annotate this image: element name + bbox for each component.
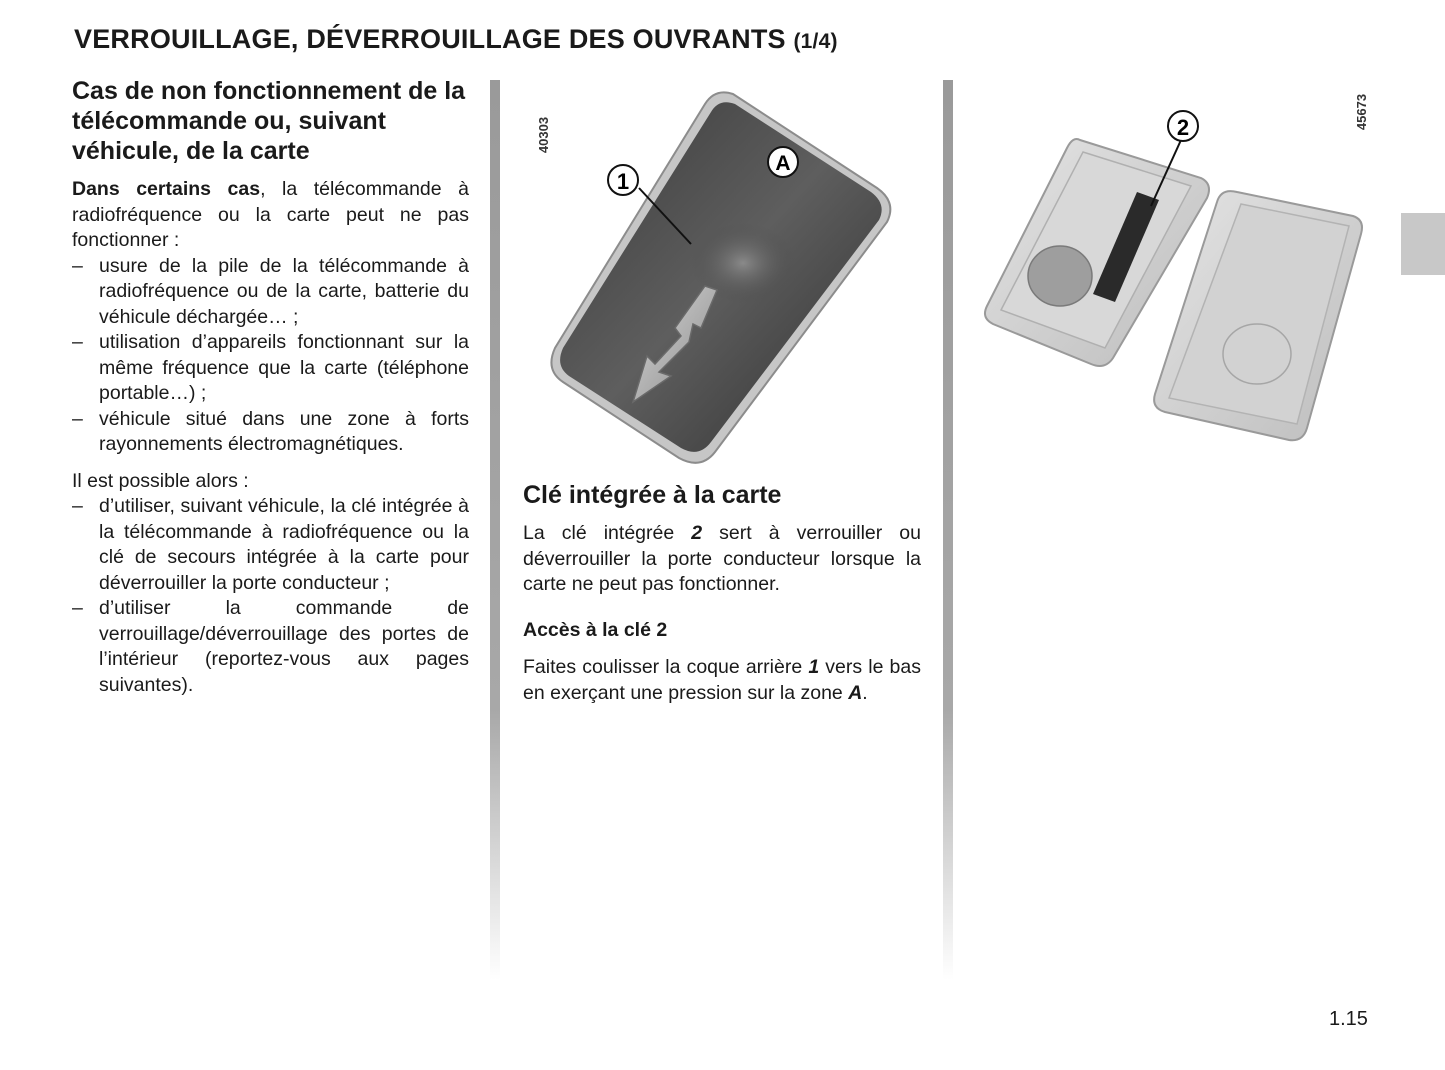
reference-a: A: [848, 681, 863, 704]
list-item-text: d’utiliser la commande de verrouillage/déverrouillage des portes de l’intérieur (reportez-vous aux pages suivantes).: [99, 597, 469, 696]
title-text: VERROUILLAGE, DÉVERROUILLAGE DES OUVRANTS: [74, 24, 786, 54]
callout-2-text: 2: [1176, 115, 1190, 140]
text-span: sert à verrouiller ou déverrouiller la porte conducteur lorsque la carte ne peut pas fonctionner.: [523, 522, 921, 595]
page-title: [74, 24, 838, 55]
reference-2: 2: [691, 522, 703, 544]
section-heading-malfunction: Cas de non fonctionnement de la télécommande ou, suivant véhicule, de la carte: [72, 77, 466, 165]
subheading-access: Accès à la clé 2: [523, 618, 668, 641]
chapter-tab: [1401, 213, 1445, 275]
text-span: La clé intégrée: [523, 522, 692, 544]
page-number: 1.15: [1329, 1008, 1368, 1030]
list-item-text: d’utiliser, suivant véhicule, la clé intégrée à la télécommande à radiofréquence ou la clé de secours intégrée à la carte pour déverrouiller la porte conducteur ;: [99, 495, 469, 594]
list-item: – d’utiliser, suivant véhicule, la clé intégrée à la télécommande à radiofréquence ou la clé de secours intégrée à la carte pour déverrouiller la porte conducteur ;: [72, 495, 469, 594]
reference-1: 1: [808, 656, 820, 678]
card-shape: [551, 92, 890, 462]
list-item: – utilisation d’appareils fonctionnant sur la même fréquence que la carte (téléphone portable…) ;: [72, 331, 469, 404]
section-heading-integrated-key: Clé intégrée à la carte: [523, 481, 782, 509]
callout-a-text: A: [775, 152, 791, 175]
column-divider: [943, 80, 953, 980]
list-item-text: usure de la pile de la télécommande à radiofréquence ou de la carte, batterie du véhicule déchargée… ;: [99, 254, 469, 328]
key-paragraph: [523, 521, 921, 598]
intro-bold: Dans certains cas: [72, 178, 261, 200]
list-item-text: véhicule situé dans une zone à forts rayonnements électromagnétiques.: [99, 407, 469, 455]
figure-code: 45673: [1354, 93, 1369, 131]
text-span: .: [862, 681, 868, 704]
intro-paragraph: [72, 177, 469, 254]
list-item: – d’utiliser la commande de verrouillage/déverrouillage des portes de l’intérieur (reportez-vous aux pages suivantes).: [72, 597, 469, 696]
intro-rest: , la télécommande à radiofréquence ou la carte peut ne pas fonctionner :: [72, 178, 469, 251]
list-item: – véhicule situé dans une zone à forts rayonnements électromagnétiques.: [72, 407, 469, 455]
callout-1-text: 1: [616, 169, 630, 194]
text-span: Faites coulisser la coque arrière: [523, 656, 809, 678]
section-malfunction: [72, 76, 469, 698]
column-divider: [490, 80, 500, 980]
title-part: (1/4): [793, 30, 838, 53]
figure-code: 40303: [536, 116, 551, 154]
access-paragraph: [523, 655, 921, 706]
possibilities-list: [72, 494, 469, 698]
section-integrated-key: [523, 480, 921, 706]
card-figure: [505, 80, 935, 470]
text-span: vers le bas en exerçant une pression sur la zone: [523, 656, 921, 704]
list-item-text: utilisation d’appareils fonctionnant sur la même fréquence que la carte (téléphone portable…) ;: [99, 331, 469, 404]
open-card-figure: [955, 80, 1375, 465]
possible-intro: Il est possible alors :: [72, 469, 249, 492]
list-item: – usure de la pile de la télécommande à radiofréquence ou de la carte, batterie du véhicule déchargée… ;: [72, 254, 469, 328]
causes-list: [72, 254, 469, 458]
